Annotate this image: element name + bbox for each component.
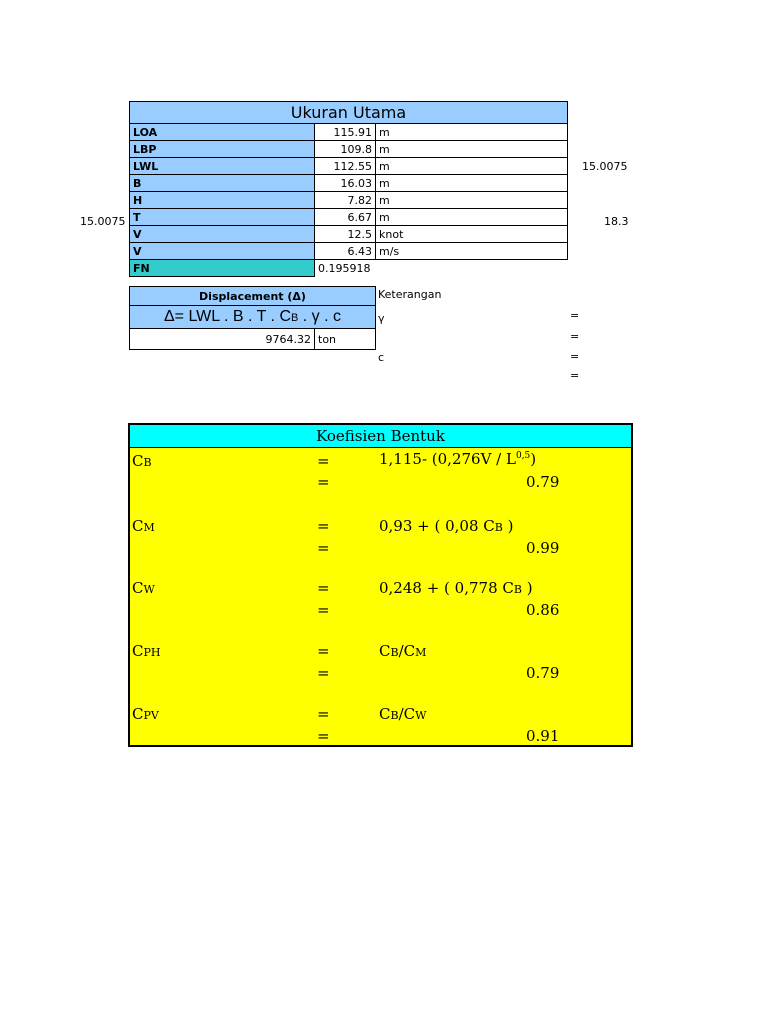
row-label: V <box>130 226 315 243</box>
keterangan-c: c <box>378 351 385 364</box>
keterangan-eq-1: = <box>570 309 580 322</box>
row-value: 112.55 <box>315 158 376 175</box>
cph-label: CPH <box>132 642 161 660</box>
cm-eq: = <box>317 517 330 535</box>
table-row <box>130 260 568 277</box>
formula-prefix: Δ= LWL . B . T . C <box>163 308 291 325</box>
keterangan-eq-3: = <box>570 350 580 363</box>
cw-value: 0.86 <box>526 601 560 619</box>
cpv-value: 0.91 <box>526 727 560 745</box>
table-row <box>130 158 568 175</box>
cpv-eq-2: = <box>317 727 330 745</box>
cph-eq-2: = <box>317 664 330 682</box>
row-value: 6.67 <box>315 209 376 226</box>
keterangan-eq-4: = <box>570 369 580 382</box>
table-row <box>130 124 568 141</box>
row-value: 16.03 <box>315 175 376 192</box>
keterangan-eq-2: = <box>570 330 580 343</box>
cb-eq: = <box>317 452 330 470</box>
row-unit: m <box>376 192 568 209</box>
formula-suffix: . γ . c <box>298 308 342 325</box>
displacement-table <box>129 286 376 350</box>
table-row <box>130 243 568 260</box>
row-label: LBP <box>130 141 315 158</box>
cw-eq-2: = <box>317 601 330 619</box>
row-label: H <box>130 192 315 209</box>
row-unit: knot <box>376 226 568 243</box>
cpv-formula: CB/CW <box>379 705 427 723</box>
row-label: B <box>130 175 315 192</box>
side-value-right-lwl: 15.0075 <box>582 160 628 173</box>
row-value: 7.82 <box>315 192 376 209</box>
row-unit: m <box>376 124 568 141</box>
table-row <box>130 209 568 226</box>
table-row <box>130 192 568 209</box>
row-value: 12.5 <box>315 226 376 243</box>
row-unit: m <box>376 209 568 226</box>
cb-value: 0.79 <box>526 473 560 491</box>
cpv-eq: = <box>317 705 330 723</box>
row-label: LWL <box>130 158 315 175</box>
cw-formula: 0,248 + ( 0,778 CB ) <box>379 579 533 597</box>
displacement-unit: ton <box>315 329 376 350</box>
row-label: V <box>130 243 315 260</box>
koefisien-bentuk-title: Koefisien Bentuk <box>130 425 631 448</box>
koefisien-bentuk-panel <box>128 423 633 747</box>
row-value: 109.8 <box>315 141 376 158</box>
cw-label: CW <box>132 579 155 597</box>
row-value: 6.43 <box>315 243 376 260</box>
cm-label: CM <box>132 517 155 535</box>
side-value-right-t: 18.3 <box>604 215 629 228</box>
formula-sub: B <box>291 312 299 324</box>
row-label: LOA <box>130 124 315 141</box>
cm-formula: 0,93 + ( 0,08 CB ) <box>379 517 514 535</box>
row-unit: m <box>376 175 568 192</box>
displacement-header: Displacement (Δ) <box>130 287 376 306</box>
row-unit: m/s <box>376 243 568 260</box>
keterangan-gamma: γ <box>378 312 385 325</box>
table-row <box>130 141 568 158</box>
table-row <box>130 175 568 192</box>
row-label: T <box>130 209 315 226</box>
row-value: 115.91 <box>315 124 376 141</box>
cw-eq: = <box>317 579 330 597</box>
side-value-left: 15.0075 <box>80 215 126 228</box>
cm-value: 0.99 <box>526 539 560 557</box>
cph-formula: CB/CM <box>379 642 427 660</box>
ukuran-utama-table <box>129 101 568 277</box>
row-unit: m <box>376 141 568 158</box>
row-unit: m <box>376 158 568 175</box>
cb-label: CB <box>132 452 152 470</box>
cph-eq: = <box>317 642 330 660</box>
cb-eq-2: = <box>317 473 330 491</box>
row-label: FN <box>130 260 315 277</box>
table-row <box>130 226 568 243</box>
cb-formula: 1,115- (0,276V / L$^{0,5}$) <box>379 450 537 468</box>
cm-eq-2: = <box>317 539 330 557</box>
displacement-formula <box>130 306 376 329</box>
row-value: 0.195918 <box>315 260 376 277</box>
ukuran-utama-title: Ukuran Utama <box>130 102 568 124</box>
keterangan-title: Keterangan <box>378 288 442 301</box>
displacement-value: 9764.32 <box>130 329 315 350</box>
cpv-label: CPV <box>132 705 159 723</box>
cph-value: 0.79 <box>526 664 560 682</box>
row-unit <box>376 260 568 277</box>
